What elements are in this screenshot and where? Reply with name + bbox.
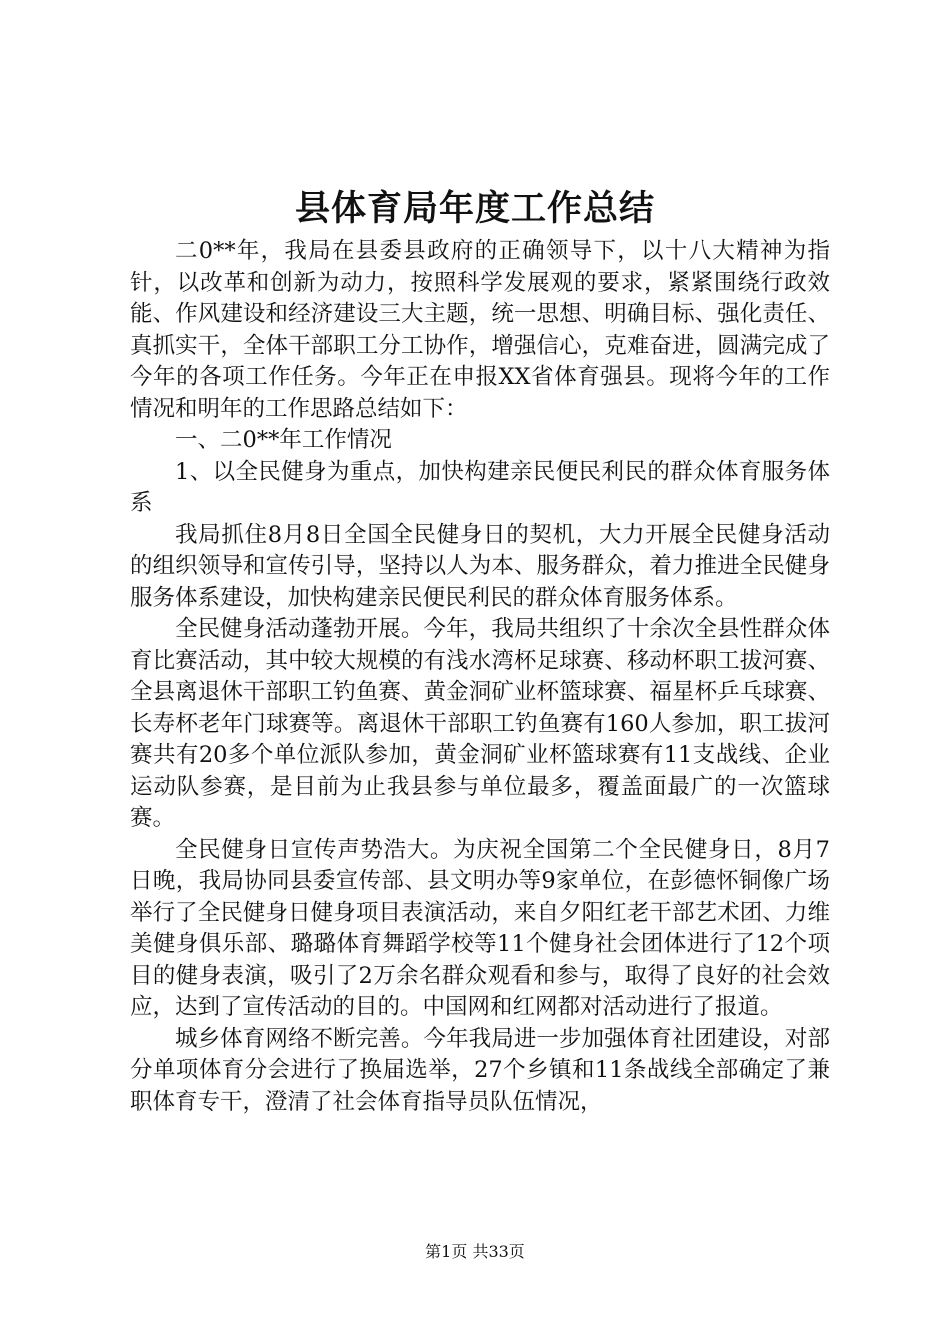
section-heading: 一、二0**年工作情况	[175, 427, 392, 453]
document-title: 县体育局年度工作总结	[294, 189, 655, 229]
page-footer: 第1页 共33页	[425, 1242, 525, 1261]
body-paragraph: 全民健身活动蓬勃开展。今年，我局共组织了十余次全县性群众体育比赛活动，其中较大规模的有浅水湾杯足球赛、移动杯职工拔河赛、全县离退休干部职工钓鱼赛、黄金洞矿业杯篮球赛、福星杯乒乓球赛、长寿杯老年门球赛等。离退休干部职工钓鱼赛有160人参加，职工拔河赛共有20多个单位派队参加，黄金洞矿业杯篮球赛有11支战线、企业运动队参赛，是目前为止我县参与单位最多，覆盖面最广的一次篮球赛。	[130, 616, 830, 831]
intro-paragraph: 二0**年，我局在县委县政府的正确领导下，以十八大精神为指针，以改革和创新为动力，按照科学发展观的要求，紧紧围绕行政效能、作风建设和经济建设三大主题，统一思想、明确目标、强化责任、真抓实干，全体干部职工分工协作，增强信心，克难奋进，圆满完成了今年的各项工作任务。今年正在申报XX省体育强县。现将今年的工作情况和明年的工作思路总结如下：	[130, 238, 830, 422]
body-paragraph: 全民健身日宣传声势浩大。为庆祝全国第二个全民健身日，8月7日晚，我局协同县委宣传部、县文明办等9家单位，在彭德怀铜像广场举行了全民健身日健身项目表演活动，来自夕阳红老干部艺术团、力维美健身俱乐部、璐璐体育舞蹈学校等11个健身社会团体进行了12个项目的健身表演，吸引了2万余名群众观看和参与，取得了良好的社会效应，达到了宣传活动的目的。中国网和红网都对活动进行了报道。	[130, 836, 830, 1020]
body-paragraph: 我局抓住8月8日全国全民健身日的契机，大力开展全民健身活动的组织领导和宣传引导，坚持以人为本、服务群众，着力推进全民健身服务体系建设，加快构建亲民便民利民的群众体育服务体系。	[130, 521, 830, 611]
document-body	[130, 236, 830, 1118]
body-paragraph: 城乡体育网络不断完善。今年我局进一步加强体育社团建设，对部分单项体育分会进行了换届选举，27个乡镇和11条战线全部确定了兼职体育专干，澄清了社会体育指导员队伍情况，	[130, 1025, 830, 1115]
subsection-heading: 1、以全民健身为重点，加快构建亲民便民利民的群众体育服务体系	[130, 458, 830, 516]
